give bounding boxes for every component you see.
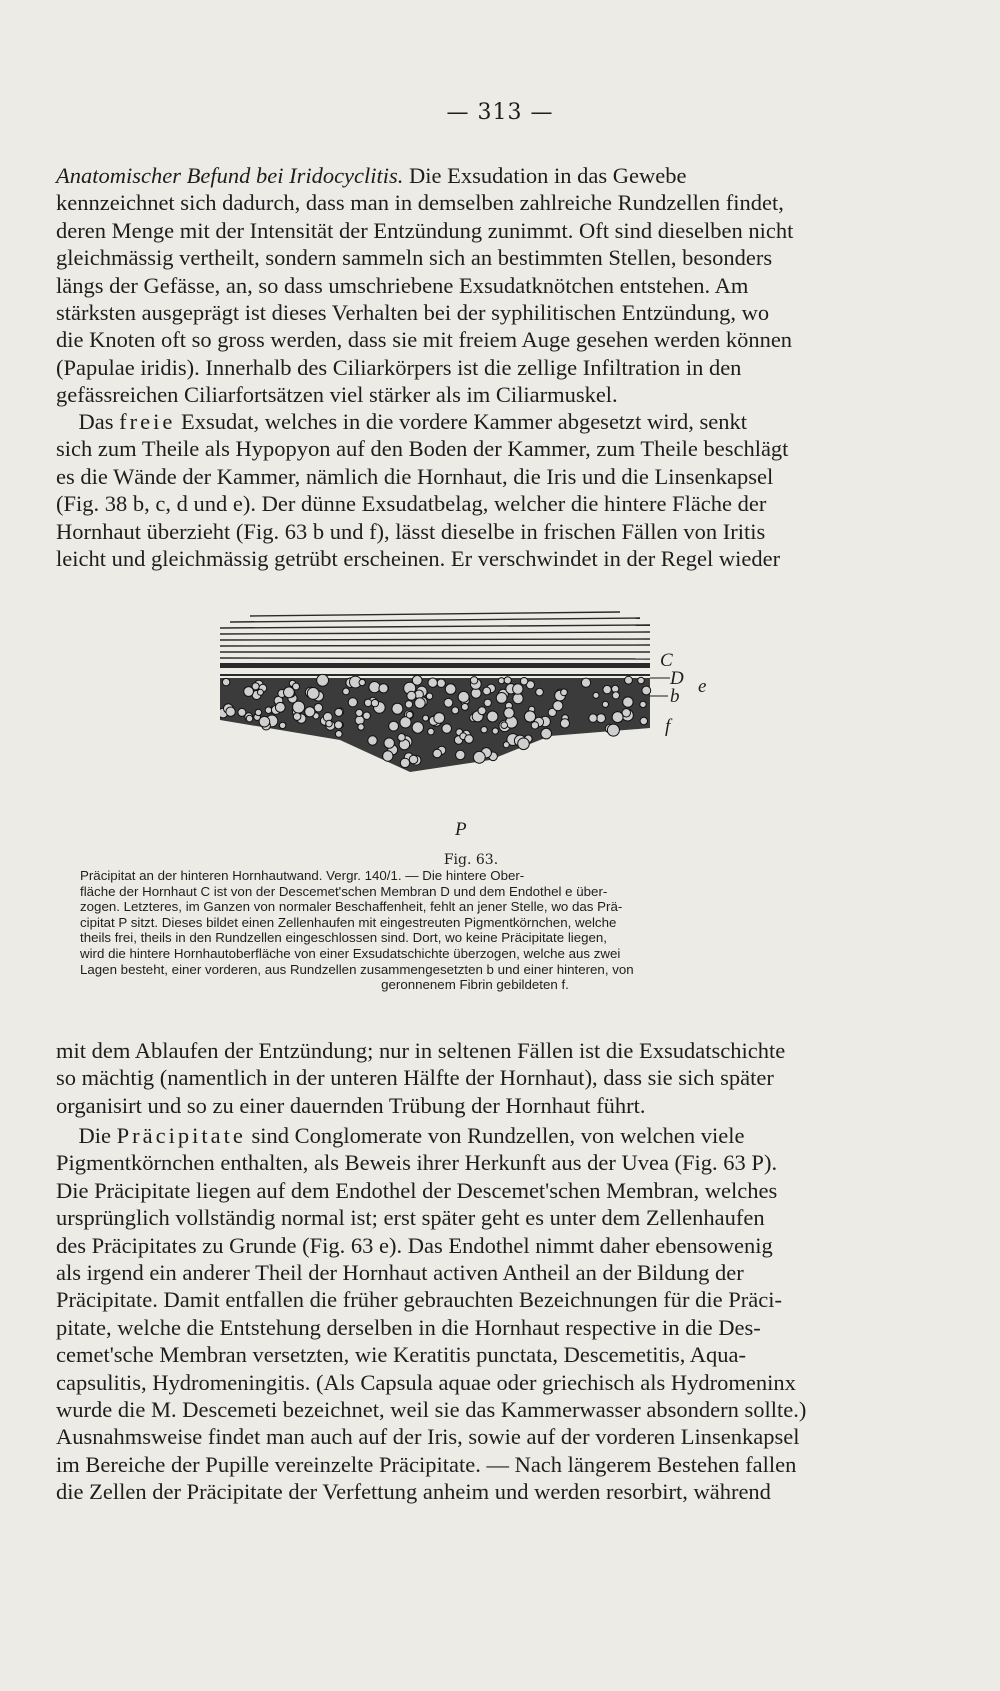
label-e: e — [698, 676, 707, 697]
cell — [358, 724, 364, 730]
cell — [428, 678, 437, 687]
text-line: Die Präcipitate liegen auf dem Endothel der Descemet'schen Membran, welches — [56, 1177, 778, 1203]
cell — [406, 711, 413, 718]
cell — [612, 692, 619, 699]
cell — [348, 698, 357, 707]
cell — [531, 722, 538, 729]
cell — [305, 707, 315, 717]
cell — [398, 734, 406, 742]
cell — [581, 678, 590, 687]
caption-line: theils frei, theils in den Rundzellen eingeschlossen sind. Dort, wo keine Präcipitate liegen, — [80, 930, 607, 946]
cell — [452, 707, 459, 714]
cell — [481, 727, 487, 733]
cell — [640, 717, 647, 724]
cell — [640, 701, 646, 707]
cell — [536, 688, 544, 696]
cell — [625, 676, 633, 684]
cell — [561, 689, 568, 696]
cell — [461, 703, 468, 710]
text-line: Hornhaut überzieht (Fig. 63 b und f), lässt dieselbe in frischen Fällen von Iritis — [56, 518, 766, 544]
cell — [415, 698, 426, 709]
cell — [498, 678, 504, 684]
cell — [405, 701, 412, 708]
text-line: (Papulae iridis). Innerhalb des Ciliarkörpers ist die zellige Infiltration in den — [56, 354, 742, 380]
cell — [465, 735, 474, 744]
cell — [392, 703, 403, 714]
cell — [255, 709, 261, 715]
cell — [246, 715, 253, 722]
cell — [473, 751, 485, 763]
text-line: stärksten ausgeprägt ist dieses Verhalten bei der syphilitischen Entzündung, wo — [56, 300, 770, 326]
cell — [593, 692, 599, 698]
cell — [444, 698, 453, 707]
cell — [364, 699, 371, 706]
paragraph-ablaufen — [56, 1037, 886, 1119]
cell — [612, 712, 623, 723]
paragraph-praecipitate — [56, 1122, 886, 1506]
text-line: als irgend ein anderer Theil der Hornhaut activen Antheil an der Bildung der — [56, 1260, 744, 1286]
cell — [607, 724, 619, 736]
cell — [589, 714, 597, 722]
text-line: sich zum Theile als Hypopyon auf den Boden der Kammer, zum Theile beschlägt — [56, 436, 789, 462]
cell — [483, 687, 491, 695]
cell — [279, 722, 285, 728]
cell — [470, 677, 477, 684]
cell — [314, 704, 322, 712]
cell — [259, 716, 270, 727]
cell — [504, 677, 511, 684]
caption-line: wird die hintere Hornhautoberfläche von einer Exsudatschichte überzogen, welche aus zwei — [80, 945, 621, 961]
text-line: Präcipitate. Damit entfallen die früher gebrauchten Bezeichnungen für die Präci- — [56, 1287, 782, 1313]
cell — [433, 749, 442, 758]
page-number: — 313 — — [446, 100, 554, 125]
label-d: D — [670, 668, 684, 689]
text-line: leicht und gleichmässig getrübt erscheinen. Er verschwindet in der Regel wieder — [56, 546, 781, 572]
text-line: so mächtig (namentlich in der unteren Hälfte der Hornhaut), dass sie sich später — [56, 1065, 774, 1091]
cell — [456, 750, 465, 759]
text-line: im Bereiche der Pupille vereinzelte Präcipitate. — Nach längerem Bestehen fallen — [56, 1451, 797, 1477]
text-line: Pigmentkörnchen enthalten, als Beweis ihrer Herkunft aus der Uvea (Fig. 63 P). — [56, 1150, 778, 1176]
text-line: die Zellen der Präcipitate der Verfettung anheim und werden resorbirt, während — [56, 1479, 771, 1505]
cell — [407, 691, 416, 700]
text-line: Anatomischer Befund bei Iridocyclitis. Die Exsudation in das Gewebe — [56, 163, 687, 188]
cell — [541, 728, 552, 739]
text-line: pitate, welche die Entstehung derselben in die Hornhaut respective in die Des- — [56, 1314, 761, 1340]
figure-63-illustration — [220, 608, 720, 858]
cell — [384, 738, 394, 748]
cell — [400, 758, 409, 767]
label-p: P — [455, 819, 467, 840]
cell — [335, 708, 343, 716]
text-line: die Knoten oft so gross werden, dass sie mit freiem Auge gesehen werden können — [56, 327, 793, 353]
text-line: Das freie Exsudat, welches in die vordere Kammer abgesetzt wird, senkt — [78, 409, 748, 434]
spaced-term: freie — [119, 409, 176, 434]
cell — [368, 736, 377, 745]
caption-line: Lagen besteht, einer vorderen, aus Rundzellen zusammengesetzten b und einer hinteren, von — [80, 961, 634, 977]
cell — [335, 721, 343, 729]
label-c: C — [660, 650, 673, 671]
cell — [343, 688, 350, 695]
text-line: des Präcipitates zu Grunde (Fig. 63 e). Das Endothel nimmt daher ebensowenig — [56, 1232, 773, 1258]
cell — [257, 689, 263, 695]
cell — [602, 701, 608, 707]
descemet-membrane — [220, 663, 650, 676]
spaced-term: Präcipitate — [116, 1123, 246, 1148]
cell — [335, 731, 342, 738]
section-heading: Anatomischer Befund bei Iridocyclitis. — [56, 163, 404, 188]
figure-caption — [80, 868, 870, 993]
cell — [226, 707, 235, 716]
cell — [445, 684, 456, 695]
cell — [513, 693, 523, 703]
text-line: deren Menge mit der Intensität der Entzündung zunimmt. Oft sind dieselben nicht — [56, 217, 794, 243]
caption-line: zogen. Letzteres, im Ganzen von normaler Beschaffenheit, fehlt an jener Stelle, wo das Prä- — [80, 899, 623, 915]
cell — [359, 679, 365, 685]
cell — [487, 711, 498, 722]
cell — [638, 677, 645, 684]
cell — [369, 682, 380, 693]
label-b: b — [670, 686, 680, 707]
cell — [513, 684, 523, 694]
text-line: es die Wände der Kammer, nämlich die Hornhaut, die Iris und die Linsenkapsel — [56, 463, 774, 489]
cell — [426, 693, 432, 699]
cell — [518, 738, 530, 750]
cell — [553, 701, 563, 711]
cell — [326, 720, 333, 727]
cell — [222, 678, 229, 685]
text-line: Die Präcipitate sind Conglomerate von Rundzellen, von welchen viele — [78, 1123, 745, 1148]
text-line: organisirt und so zu einer dauernden Trübung der Hornhaut führt. — [56, 1092, 646, 1118]
cell — [501, 722, 508, 729]
figure-number: Fig. 63. — [443, 852, 499, 868]
cell — [603, 685, 611, 693]
cell — [389, 721, 399, 731]
cell — [520, 678, 527, 685]
cell — [363, 712, 370, 719]
cell — [504, 708, 514, 718]
cell — [560, 719, 569, 728]
cell — [293, 713, 301, 721]
cell — [458, 691, 469, 702]
cell — [484, 699, 491, 706]
cell — [409, 755, 418, 764]
caption-line: cipitat P sitzt. Dieses bildet einen Zellenhaufen mit eingestreuten Pigmentkörnchen, welche — [80, 914, 617, 930]
cell — [293, 701, 305, 713]
text-line: gefässreichen Ciliarfortsätzen viel stärker als im Ciliarmuskel. — [56, 382, 618, 408]
cell — [597, 714, 606, 723]
text-line: mit dem Ablaufen der Entzündung; nur in seltenen Fällen ist die Exsudatschichte — [56, 1038, 786, 1063]
cell — [371, 699, 378, 706]
cell — [275, 702, 285, 712]
cell — [492, 728, 498, 734]
cell — [478, 707, 486, 715]
label-f: f — [665, 716, 671, 737]
paragraph-freie-exsudat — [56, 408, 886, 572]
cell — [623, 697, 633, 707]
cell — [434, 713, 445, 724]
text-line: (Fig. 38 b, c, d und e). Der dünne Exsudatbelag, welcher die hintere Fläche der — [56, 491, 767, 517]
cell — [412, 722, 423, 733]
text-line: gleichmässig vertheilt, sondern sammeln sich an bestimmten Stellen, besonders — [56, 245, 773, 271]
text-line: kennzeichnet sich dadurch, dass man in demselben zahlreiche Rundzellen findet, — [56, 190, 784, 216]
cell — [524, 711, 535, 722]
text-line: wurde die M. Descemeti bezeichnet, weil sie das Kammerwasser absondern sollte.) — [56, 1397, 807, 1423]
text-line: ursprünglich vollständig normal ist; erst später geht es unter dem Zellenhaufen — [56, 1205, 765, 1231]
cell — [642, 686, 651, 695]
text-line: capsulitis, Hydromeningitis. (Als Capsula aquae oder griechisch als Hydromeninx — [56, 1369, 796, 1395]
paragraph-iridocyclitis — [56, 162, 886, 409]
cell — [307, 688, 319, 700]
cell — [442, 724, 452, 734]
cell — [437, 679, 445, 687]
text-line: Ausnahmsweise findet man auch auf der Iris, sowie auf der vorderen Linsenkapsel — [56, 1424, 800, 1450]
cell — [503, 742, 509, 748]
cell — [496, 693, 507, 704]
cell — [284, 687, 295, 698]
cell — [356, 709, 363, 716]
cell — [379, 684, 388, 693]
cell — [317, 674, 329, 686]
cornea-layers — [220, 612, 650, 659]
cell — [428, 728, 435, 735]
caption-line: Präcipitat an der hinteren Hornhautwand. Vergr. 140/1. — Die hintere Ober- — [80, 868, 525, 883]
cell — [383, 751, 393, 761]
text-line: längs der Gefässe, an, so dass umschriebene Exsudatknötchen entstehen. Am — [56, 272, 749, 298]
text-line: cemet'sche Membran versetzten, wie Keratitis punctata, Descemetitis, Aqua- — [56, 1342, 747, 1368]
cell — [423, 715, 429, 721]
cell — [412, 675, 422, 685]
cornea-precipitate-drawing — [220, 608, 720, 858]
cell — [265, 707, 272, 714]
caption-line: geronnenem Fibrin gebildeten f. — [381, 977, 569, 993]
caption-line: fläche der Hornhaut C ist von der Descemet'schen Membran D und dem Endothel e über- — [80, 883, 608, 899]
cell — [244, 687, 254, 697]
